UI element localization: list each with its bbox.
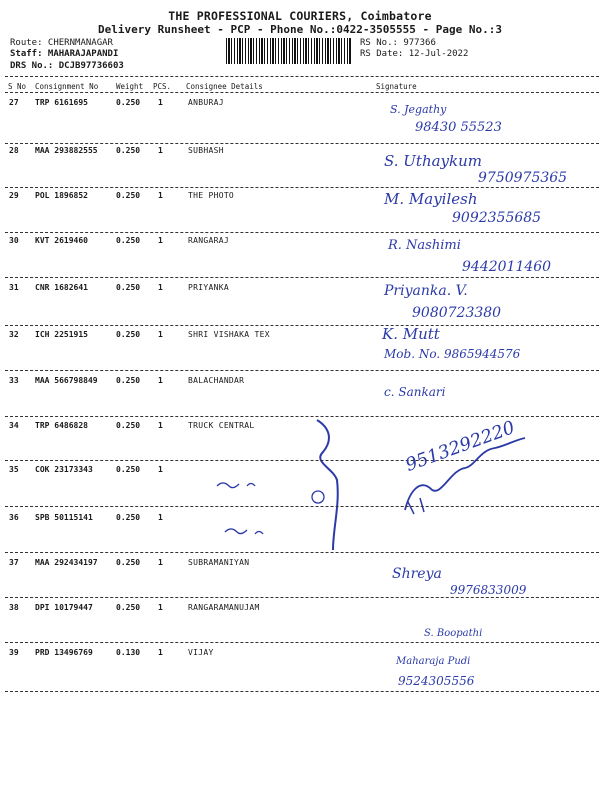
row-sno: 27: [9, 98, 19, 107]
handwritten-signature: M. Mayilesh: [384, 190, 478, 208]
col-consignee: Consignee Details: [186, 82, 263, 91]
row-consignment: COK 23173343: [35, 465, 93, 474]
row-weight: 0.250: [116, 376, 141, 385]
row-consignment: POL 1896852: [35, 191, 88, 200]
row-consignment: TRP 6486828: [35, 421, 88, 430]
row-pcs: 1: [158, 283, 163, 292]
col-signature: Signature: [376, 82, 417, 91]
row-consignment: KVT 2619460: [35, 236, 88, 245]
handwritten-phone: 9750975365: [478, 170, 568, 186]
handwritten-signature: c. Sankari: [384, 385, 446, 399]
row-pcs: 1: [158, 191, 163, 200]
row-weight: 0.250: [116, 603, 141, 612]
handwritten-signature: Maharaja Pudi: [396, 656, 471, 667]
col-consignment: Consignment No: [35, 82, 99, 91]
row-sno: 36: [9, 513, 19, 522]
row-sno: 34: [9, 421, 19, 430]
handwritten-phone: 9092355685: [452, 210, 542, 226]
row-consignment: MAA 292434197: [35, 558, 98, 567]
barcode: [226, 38, 351, 64]
row-weight: 0.250: [116, 191, 141, 200]
row-pcs: 1: [158, 603, 163, 612]
row-sno: 37: [9, 558, 19, 567]
col-sno: S No: [8, 82, 27, 91]
row-weight: 0.130: [116, 648, 141, 657]
col-pcs: PCS.: [153, 82, 172, 91]
row-divider: [5, 597, 599, 598]
row-sno: 35: [9, 465, 19, 474]
row-consignee: BALACHANDAR: [188, 376, 245, 385]
row-consignee: ANBURAJ: [188, 98, 224, 107]
handwritten-phone: 9976833009: [450, 583, 527, 597]
row-consignee: RANGARAMANUJAM: [188, 603, 260, 612]
row-divider: [5, 143, 599, 144]
row-divider: [5, 325, 599, 326]
row-consignment: PRD 13496769: [35, 648, 93, 657]
row-consignment: MAA 293882555: [35, 146, 98, 155]
row-consignee: PRIYANKA: [188, 283, 229, 292]
row-sno: 39: [9, 648, 19, 657]
row-consignee: TRUCK CENTRAL: [188, 421, 255, 430]
handwritten-signature: S. Uthaykum: [384, 152, 482, 170]
row-weight: 0.250: [116, 465, 141, 474]
handwritten-phone: Mob. No. 9865944576: [384, 347, 521, 361]
row-pcs: 1: [158, 98, 163, 107]
row-weight: 0.250: [116, 330, 141, 339]
handwritten-signature: S. Jegathy: [390, 103, 447, 116]
handwritten-signature: S. Boopathi: [424, 628, 483, 639]
row-divider: [5, 506, 599, 507]
row-consignee: SUBHASH: [188, 146, 224, 155]
drs-number: DRS No.: DCJB97736603: [10, 61, 124, 71]
row-divider: [5, 460, 599, 461]
row-pcs: 1: [158, 236, 163, 245]
row-pcs: 1: [158, 421, 163, 430]
handwritten-marks: [205, 410, 600, 560]
column-header-divider: [5, 92, 599, 93]
handwritten-signature: K. Mutt: [382, 325, 440, 343]
row-sno: 28: [9, 146, 19, 155]
row-pcs: 1: [158, 648, 163, 657]
route-label: Route: CHERNMANAGAR: [10, 38, 113, 48]
row-consignment: DPI 10179447: [35, 603, 93, 612]
row-sno: 30: [9, 236, 19, 245]
row-weight: 0.250: [116, 98, 141, 107]
row-divider: [5, 277, 599, 278]
row-consignee: VIJAY: [188, 648, 214, 657]
row-pcs: 1: [158, 558, 163, 567]
row-pcs: 1: [158, 330, 163, 339]
handwritten-signature: Shreya: [392, 566, 442, 582]
row-weight: 0.250: [116, 146, 141, 155]
row-consignee: SUBRAMANIYAN: [188, 558, 250, 567]
row-consignment: ICH 2251915: [35, 330, 88, 339]
handwritten-phone: 98430 55523: [415, 120, 502, 135]
row-weight: 0.250: [116, 236, 141, 245]
rs-number: RS No.: 977366: [360, 38, 436, 48]
header-divider: [5, 76, 599, 77]
row-consignment: TRP 6161695: [35, 98, 88, 107]
row-divider: [5, 232, 599, 233]
row-weight: 0.250: [116, 421, 141, 430]
row-divider: [5, 187, 599, 188]
row-divider: [5, 691, 599, 692]
row-pcs: 1: [158, 465, 163, 474]
row-weight: 0.250: [116, 513, 141, 522]
rs-date: RS Date: 12-Jul-2022: [360, 49, 469, 59]
handwritten-signature: R. Nashimi: [388, 238, 461, 253]
row-weight: 0.250: [116, 558, 141, 567]
col-weight: Weight: [116, 82, 144, 91]
row-sno: 29: [9, 191, 19, 200]
handwritten-phone: 9524305556: [398, 674, 475, 688]
row-consignment: SPB 50115141: [35, 513, 93, 522]
row-consignment: CNR 1682641: [35, 283, 88, 292]
handwritten-signature: Priyanka. V.: [384, 283, 468, 299]
handwritten-phone: 9080723380: [412, 305, 502, 321]
row-consignee: SHRI VISHAKA TEX: [188, 330, 270, 339]
row-consignee: RANGARAJ: [188, 236, 229, 245]
row-divider: [5, 552, 599, 553]
row-divider: [5, 370, 599, 371]
row-sno: 31: [9, 283, 19, 292]
row-divider: [5, 642, 599, 643]
row-consignee: THE PHOTO: [188, 191, 235, 200]
row-pcs: 1: [158, 146, 163, 155]
row-sno: 32: [9, 330, 19, 339]
row-weight: 0.250: [116, 283, 141, 292]
row-consignment: MAA 566798849: [35, 376, 98, 385]
staff-label: Staff: MAHARAJAPANDI: [10, 49, 119, 59]
row-pcs: 1: [158, 376, 163, 385]
row-sno: 33: [9, 376, 19, 385]
runsheet-subtitle: Delivery Runsheet - PCP - Phone No.:0422-3505555 - Page No.:3: [98, 23, 502, 36]
company-title: THE PROFESSIONAL COURIERS, Coimbatore: [168, 9, 432, 23]
handwritten-phone: 9442011460: [462, 259, 552, 275]
handwritten-phone: 9513292220: [402, 417, 518, 476]
row-sno: 38: [9, 603, 19, 612]
row-pcs: 1: [158, 513, 163, 522]
